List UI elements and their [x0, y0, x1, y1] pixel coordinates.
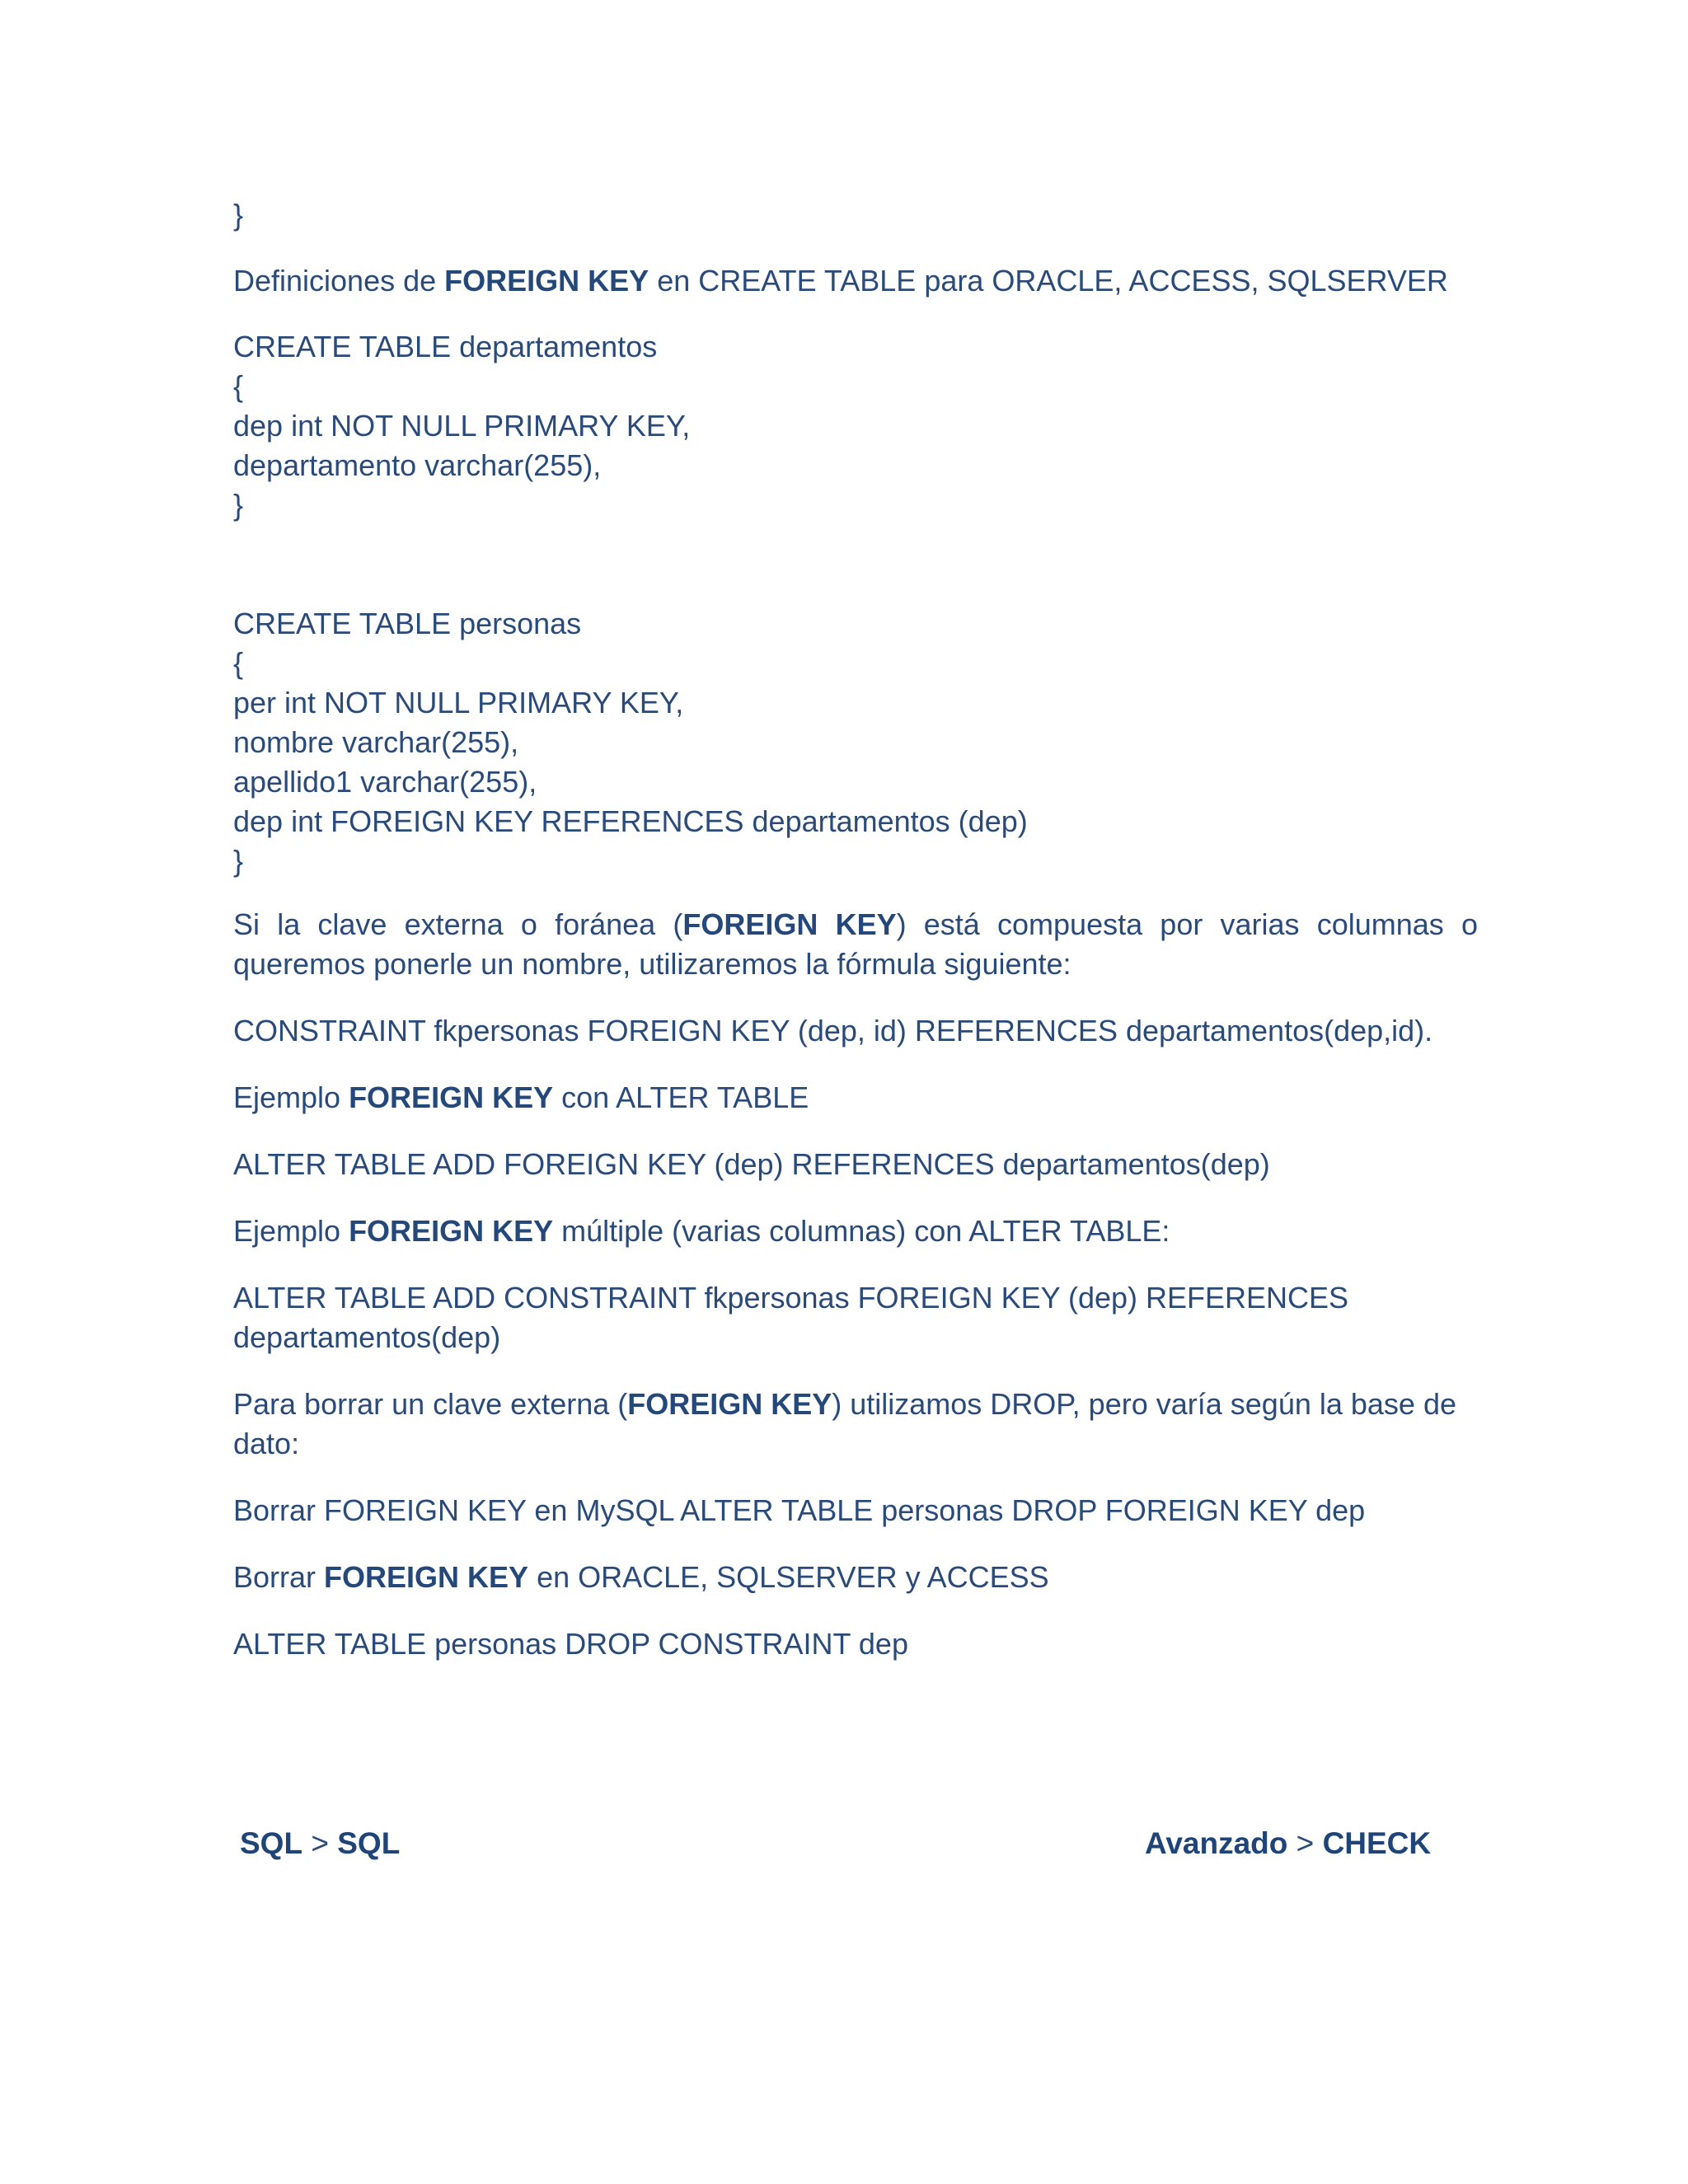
text-run: Borrar — [233, 1560, 325, 1594]
code-line: { — [233, 646, 244, 680]
text-run: en CREATE TABLE para ORACLE, ACCESS, SQLSERVER — [649, 264, 1448, 298]
code-line: departamentos(dep) — [233, 1320, 501, 1354]
code-line: dep int NOT NULL PRIMARY KEY, — [233, 409, 691, 443]
code-line: { — [233, 369, 244, 403]
breadcrumb-section: SQL — [240, 1826, 303, 1860]
section-heading — [233, 261, 1478, 301]
paragraph-drop-others — [233, 1558, 1478, 1597]
breadcrumb-section: Avanzado — [1145, 1826, 1288, 1860]
paragraph-drop-mysql: Borrar FOREIGN KEY en MySQL ALTER TABLE personas DROP FOREIGN KEY dep — [233, 1493, 1366, 1527]
code-block-personas — [233, 604, 1478, 881]
text-run: Ejemplo — [233, 1080, 349, 1114]
text-run: con ALTER TABLE — [553, 1080, 809, 1114]
text-run: ) está compuesta por varias columnas o queremos ponerle un nombre, utilizaremos la fórmula siguiente: — [233, 907, 1479, 981]
text-run: Definiciones de — [233, 264, 445, 298]
code-line-drop-constraint: ALTER TABLE personas DROP CONSTRAINT dep — [233, 1627, 908, 1661]
text-run: ) utilizamos DROP, pero varía según la base de dato: — [233, 1387, 1456, 1460]
bold-keyword: FOREIGN KEY — [444, 264, 649, 298]
code-block-departamentos — [233, 327, 1478, 525]
nav-next-link[interactable] — [1145, 1824, 1431, 1863]
code-line: CREATE TABLE personas — [233, 607, 582, 640]
breadcrumb-page: CHECK — [1322, 1826, 1432, 1860]
code-block-alter-constraint — [233, 1278, 1478, 1357]
code-brace: } — [233, 198, 244, 232]
bold-keyword: FOREIGN KEY — [324, 1560, 529, 1594]
code-line: CREATE TABLE departamentos — [233, 330, 658, 363]
code-line: nombre varchar(255), — [233, 725, 519, 759]
bold-keyword: FOREIGN KEY — [627, 1387, 832, 1421]
paragraph-composite-key — [233, 905, 1478, 984]
text-run: Si la clave externa o foránea ( — [233, 907, 683, 941]
bold-keyword: FOREIGN KEY — [349, 1214, 554, 1248]
text-run: múltiple (varias columnas) con ALTER TABLE: — [553, 1214, 1170, 1248]
paragraph-example-alter — [233, 1078, 1478, 1118]
breadcrumb-separator: > — [302, 1826, 338, 1860]
code-line: ALTER TABLE ADD CONSTRAINT fkpersonas FOREIGN KEY (dep) REFERENCES — [233, 1281, 1349, 1315]
code-line: dep int FOREIGN KEY REFERENCES departamentos (dep) — [233, 804, 1028, 838]
text-run: Para borrar un clave externa ( — [233, 1387, 628, 1421]
text-run: Ejemplo — [233, 1214, 349, 1248]
breadcrumb-page: SQL — [337, 1826, 401, 1860]
code-line: apellido1 varchar(255), — [233, 765, 537, 799]
breadcrumb-separator: > — [1287, 1826, 1323, 1860]
nav-previous-link[interactable] — [240, 1824, 400, 1863]
code-line: per int NOT NULL PRIMARY KEY, — [233, 686, 684, 719]
code-line: } — [233, 844, 244, 878]
paragraph-drop-intro — [233, 1385, 1478, 1464]
code-line: } — [233, 488, 244, 522]
code-line-alter-add: ALTER TABLE ADD FOREIGN KEY (dep) REFERENCES departamentos(dep) — [233, 1147, 1270, 1181]
paragraph-example-multiple — [233, 1212, 1478, 1251]
bold-keyword: FOREIGN KEY — [349, 1080, 554, 1114]
code-line: departamento varchar(255), — [233, 448, 602, 482]
bold-keyword: FOREIGN KEY — [682, 907, 897, 941]
code-line-constraint: CONSTRAINT fkpersonas FOREIGN KEY (dep, id) REFERENCES departamentos(dep,id). — [233, 1014, 1433, 1047]
text-run: en ORACLE, SQLSERVER y ACCESS — [528, 1560, 1049, 1594]
